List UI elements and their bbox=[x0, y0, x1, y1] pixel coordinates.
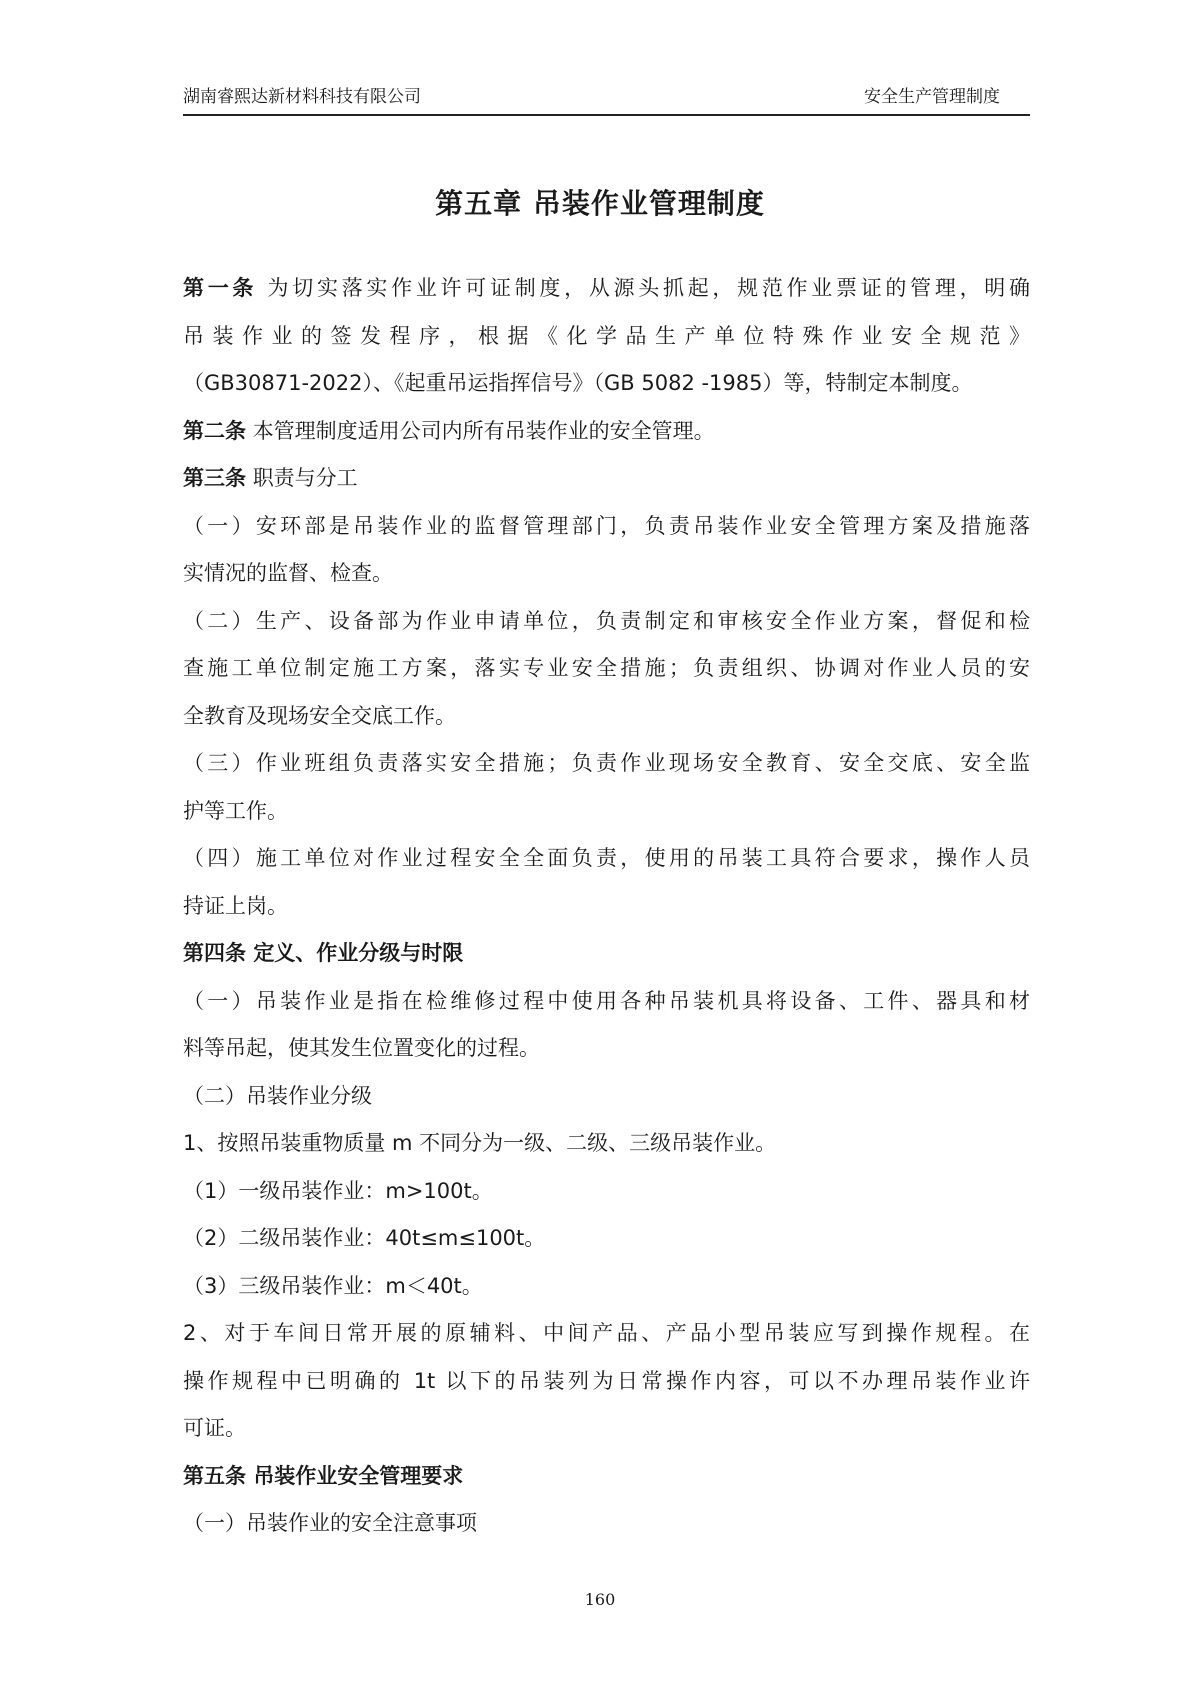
article-4-item-1-line-2: 料等吊起，使其发生位置变化的过程。 bbox=[183, 1036, 540, 1060]
article-3-item-1-line-1: （一）安环部是吊装作业的监督管理部门，负责吊装作业安全管理方案及措施落 bbox=[183, 513, 1030, 538]
article-3-item-2-line-3: 全教育及现场安全交底工作。 bbox=[183, 703, 456, 728]
article-5 bbox=[183, 1453, 1030, 1501]
company-name: 湖南睿熙达新材料科技有限公司 bbox=[183, 87, 421, 107]
article-1-line-3: （GB30871-2022）、《起重吊运指挥信号》（GB 5082 -1985）等，特制定本制度。 bbox=[183, 371, 973, 395]
article-4-level-1: （1）一级吊装作业：m>100t。 bbox=[183, 1178, 493, 1203]
article-3-item-1-line-2: 实情况的监督、检查。 bbox=[183, 561, 393, 585]
article-1-text-1: 为切实落实作业许可证制度，从源头抓起，规范作业票证的管理，明确 bbox=[267, 276, 1030, 300]
article-3-item-4-line-1: （四）施工单位对作业过程安全全面负责，使用的吊装工具符合要求，操作人员 bbox=[183, 846, 1030, 870]
article-3-item-2-line-1: （二）生产、设备部为作业申请单位，负责制定和审核安全作业方案，督促和检 bbox=[183, 608, 1030, 633]
article-2-text: 本管理制度适用公司内所有吊装作业的安全管理。 bbox=[252, 418, 715, 443]
article-3-item-2-line-2: 查施工单位制定施工方案，落实专业安全措施；负责组织、协调对作业人员的安 bbox=[183, 656, 1030, 680]
article-3-item-4-line-2: 持证上岗。 bbox=[183, 893, 288, 918]
article-3-item-3-line-2: 护等工作。 bbox=[183, 798, 288, 823]
article-2-label: 第二条 bbox=[183, 418, 246, 443]
article-5-label: 第五条 bbox=[183, 1463, 246, 1488]
article-4-item-2: （二）吊装作业分级 bbox=[183, 1083, 372, 1108]
article-4-point-2-line-1: 2、对于车间日常开展的原辅料、中间产品、产品小型吊装应写到操作规程。在 bbox=[183, 1321, 1030, 1345]
article-4-point-2-line-2: 操作规程中已明确的 1t 以下的吊装列为日常操作内容，可以不办理吊装作业许 bbox=[183, 1368, 1030, 1393]
article-4-item-1-line-1: （一）吊装作业是指在检维修过程中使用各种吊装机具将设备、工件、器具和材 bbox=[183, 988, 1030, 1013]
page-header bbox=[183, 84, 1030, 116]
article-1-label: 第一条 bbox=[183, 276, 258, 300]
article-4-label: 第四条 bbox=[183, 941, 246, 965]
page-number: 160 bbox=[584, 1590, 616, 1609]
article-4-point-1: 1、按照吊装重物质量 m 不同分为一级、二级、三级吊装作业。 bbox=[183, 1131, 777, 1155]
chapter-title: 第五章 吊装作业管理制度 bbox=[435, 187, 765, 220]
article-3 bbox=[183, 455, 1030, 503]
article-3-item-3-line-1: （三）作业班组负责落实安全措施；负责作业现场安全教育、安全交底、安全监 bbox=[183, 751, 1030, 775]
article-4-heading: 定义、作业分级与时限 bbox=[253, 941, 464, 965]
article-3-text: 职责与分工 bbox=[252, 466, 358, 490]
article-4-point-2-line-3: 可证。 bbox=[183, 1416, 246, 1440]
article-4 bbox=[183, 930, 1030, 978]
article-4-level-3: （3）三级吊装作业：m＜40t。 bbox=[183, 1273, 483, 1298]
article-5-heading: 吊装作业安全管理要求 bbox=[253, 1463, 464, 1488]
article-5-item-1: （一）吊装作业的安全注意事项 bbox=[183, 1511, 477, 1535]
article-1-line-2: 吊装作业的签发程序，根据《化学品生产单位特殊作业安全规范》 bbox=[183, 323, 1030, 348]
article-2 bbox=[183, 408, 1030, 456]
article-4-level-2: （2）二级吊装作业：40t≤m≤100t。 bbox=[183, 1226, 546, 1250]
document-title: 安全生产管理制度 bbox=[864, 87, 1000, 107]
article-3-label: 第三条 bbox=[183, 466, 246, 490]
document-body bbox=[183, 265, 1030, 1548]
article-1-line-1 bbox=[183, 265, 1030, 313]
